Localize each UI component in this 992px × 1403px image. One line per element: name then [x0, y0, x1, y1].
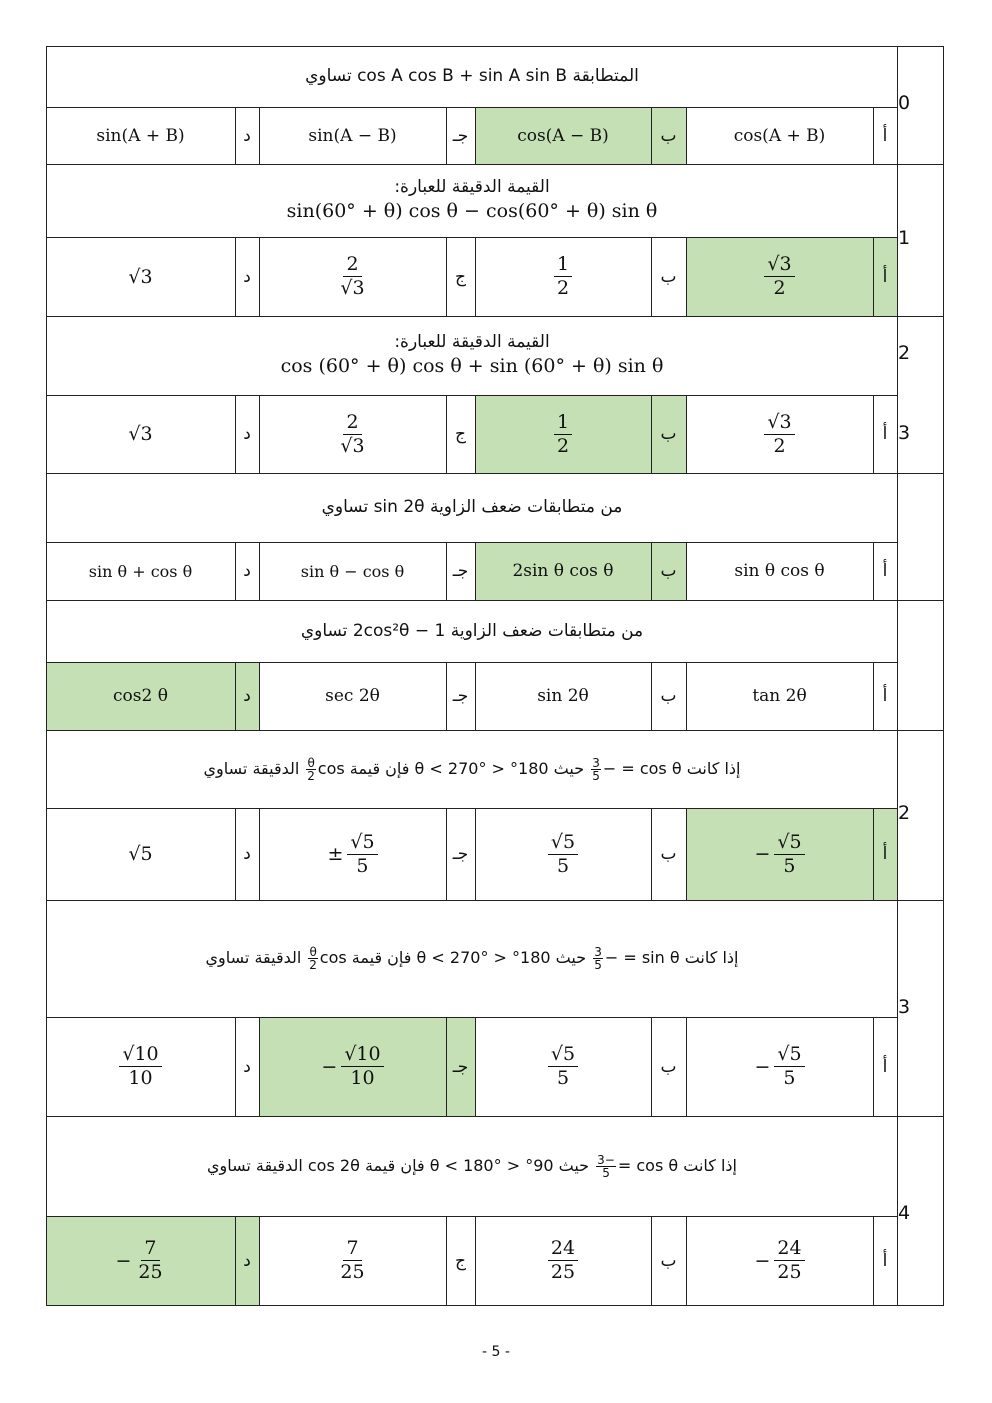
option-b[interactable]: 2sin θ cos θ: [512, 561, 614, 581]
option-a[interactable]: $\frac{√3}{2}$: [686, 395, 873, 473]
option-letter: أ: [882, 844, 888, 864]
option-letter: ج: [455, 424, 466, 444]
option-a[interactable]: − $\frac{√5}{5}$: [686, 1017, 873, 1116]
question-prompt: من متطابقات ضعف الزاوية sin 2θ تساوي: [321, 497, 623, 518]
question-prompt: إذا كانت sin θ = − $\frac{3}{5}$ حيث 180° < θ < 270° فإن قيمة cos $\frac{\theta}{2}$ الدقيقة تساوي: [205, 945, 739, 972]
option-letter: ب: [660, 1056, 677, 1077]
option-c[interactable]: sin(A − B): [308, 125, 397, 146]
option-a[interactable]: $\frac{√3}{2}$: [686, 237, 873, 316]
option-d[interactable]: √5: [128, 843, 153, 865]
option-c[interactable]: $\frac{7}{25}$: [340, 1237, 365, 1283]
option-b[interactable]: $\frac{√5}{5}$: [475, 1017, 651, 1116]
question-table: [46, 46, 944, 1306]
option-c[interactable]: $\frac{2}{√3}$: [340, 253, 365, 299]
question-number: 2: [898, 342, 911, 364]
option-letter: ب: [660, 266, 677, 287]
question-number: 3: [898, 996, 911, 1018]
option-d[interactable]: cos2 θ: [113, 686, 168, 706]
option-letter: أ: [882, 125, 888, 146]
option-b[interactable]: $\frac{24}{25}$: [475, 1216, 651, 1305]
option-a[interactable]: cos(A + B): [733, 125, 826, 146]
option-letter: جـ: [452, 686, 469, 706]
question-number: 1: [898, 227, 911, 249]
option-letter: أ: [882, 561, 888, 581]
option-letter: د: [243, 844, 251, 864]
question-number: 3: [898, 422, 911, 444]
option-c[interactable]: − $\frac{√10}{10}$: [259, 1017, 446, 1116]
option-letter: أ: [882, 1250, 888, 1271]
option-letter: ب: [660, 1250, 677, 1271]
option-b[interactable]: cos(A − B): [517, 125, 609, 146]
option-letter: أ: [882, 1056, 888, 1077]
option-d[interactable]: sin θ + cos θ: [88, 561, 193, 581]
option-d[interactable]: √3: [128, 423, 153, 445]
option-b[interactable]: sin 2θ: [537, 686, 589, 706]
option-c[interactable]: sec 2θ: [325, 686, 380, 706]
question-prompt: إذا كانت cos θ = $\frac{-3}{5}$ حيث 90° < θ < 180° فإن قيمة cos 2θ الدقيقة تساوي: [206, 1152, 737, 1180]
option-c[interactable]: sin θ − cos θ: [300, 561, 405, 581]
option-letter: جـ: [452, 1056, 469, 1077]
question-prompt: إذا كانت cos θ = − $\frac{3}{5}$ حيث 180° < θ < 270° فإن قيمة cos $\frac{\theta}{2}$ الدقيقة تساوي: [203, 755, 741, 783]
option-a[interactable]: tan 2θ: [752, 686, 807, 706]
option-letter: د: [243, 561, 251, 581]
option-letter: د: [243, 686, 251, 706]
option-letter: د: [243, 266, 251, 287]
option-letter: أ: [882, 686, 888, 706]
question-prompt: القيمة الدقيقة للعبارة: cos (60° + θ) cos θ + sin (60° + θ) sin θ: [280, 332, 664, 378]
option-letter: ج: [455, 1250, 466, 1271]
option-a[interactable]: − $\frac{√5}{5}$: [686, 808, 873, 900]
option-letter: د: [243, 125, 251, 146]
page-number: - 5 -: [482, 1344, 510, 1360]
option-letter: جـ: [452, 561, 469, 581]
option-a[interactable]: − $\frac{24}{25}$: [686, 1216, 873, 1305]
option-letter: ب: [660, 844, 677, 864]
option-d[interactable]: √3: [128, 265, 153, 288]
question-prompt: القيمة الدقيقة للعبارة: sin(60° + θ) cos θ − cos(60° + θ) sin θ: [286, 177, 658, 223]
option-letter: أ: [882, 424, 888, 444]
option-letter: ج: [455, 266, 466, 287]
option-letter: جـ: [452, 125, 469, 146]
question-number: 4: [898, 1202, 911, 1224]
option-letter: د: [243, 424, 251, 444]
option-b[interactable]: $\frac{1}{2}$: [475, 237, 651, 316]
option-letter: ب: [660, 561, 677, 581]
option-d[interactable]: sin(A + B): [96, 125, 185, 146]
option-letter: ب: [660, 686, 677, 706]
option-letter: جـ: [452, 844, 469, 864]
option-c[interactable]: ± $\frac{√5}{5}$: [259, 808, 446, 900]
option-letter: د: [243, 1056, 251, 1077]
option-c[interactable]: $\frac{2}{√3}$: [340, 410, 365, 457]
option-d[interactable]: − $\frac{7}{25}$: [115, 1237, 163, 1283]
question-number: 2: [898, 802, 911, 824]
option-d[interactable]: $\frac{√10}{10}$: [46, 1017, 235, 1116]
option-b[interactable]: $\frac{√5}{5}$: [475, 808, 651, 900]
option-letter: ب: [660, 424, 677, 444]
option-a[interactable]: sin θ cos θ: [734, 561, 825, 581]
option-letter: د: [243, 1250, 251, 1271]
question-prompt: من متطابقات ضعف الزاوية 2cos²θ − 1 تساوي: [300, 620, 644, 641]
question-number: 0: [898, 92, 911, 114]
option-letter: ب: [660, 125, 677, 146]
question-prompt: المتطابقة cos A cos B + sin A sin B تساوي: [305, 66, 639, 87]
option-letter: أ: [882, 266, 888, 287]
option-b[interactable]: $\frac{1}{2}$: [475, 395, 651, 473]
